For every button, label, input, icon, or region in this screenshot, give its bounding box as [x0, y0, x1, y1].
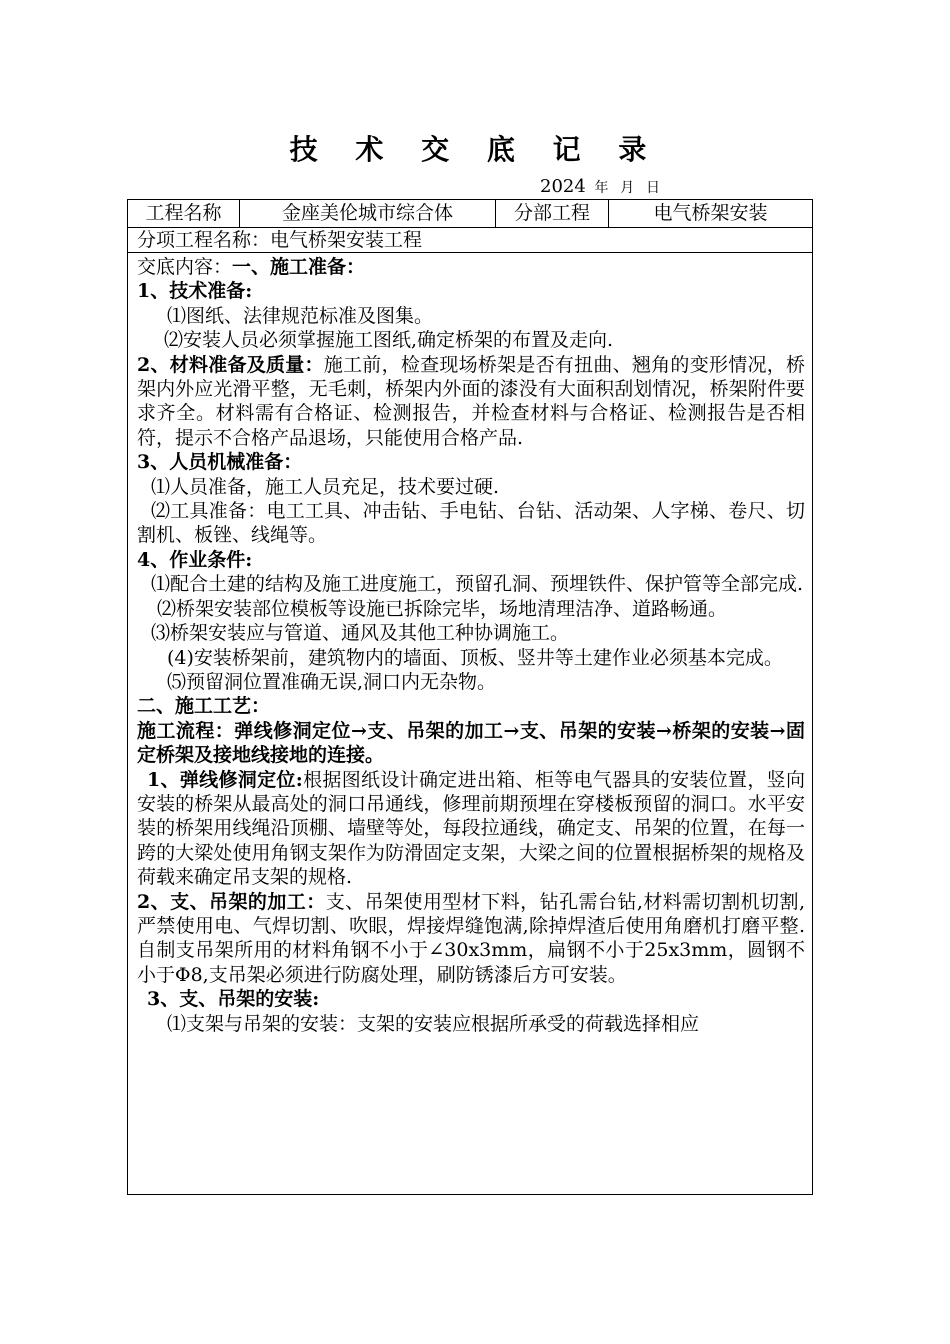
layout-heading: 1、弹线修洞定位: — [147, 768, 303, 791]
work-conditions-heading: 4、作业条件: — [137, 548, 253, 571]
date-year: 2024 — [540, 176, 586, 197]
work-condition-4: (4)安装桥架前，建筑物内的墙面、顶板、竖井等土建作业必须基本完成。 — [167, 646, 783, 669]
support-fabrication-heading: 2、支、吊架的加工： — [137, 890, 326, 913]
support-install-item-1: ⑴支架与吊架的安装：支架的安装应根据所承受的荷载选择相应 — [167, 1012, 700, 1035]
construction-flow: 施工流程：弹线修洞定位→支、吊架的加工→支、吊架的安装→桥架的安装→固定桥架及接地线接地的连接。 — [137, 719, 805, 767]
record-table — [127, 199, 813, 1195]
material-prep-paragraph: 2、材料准备及质量：施工前，检查现场桥架是否有扭曲、翘角的变形情况，桥架内外应光滑平整，无毛刺，桥架内外面的漆没有大面积刮划情况，桥架附件要求齐全。材料需有合格证、检测报告，并检查材料与合格证、检测报告是否相符，提示不合格产品退场，只能使用合格产品. — [137, 353, 805, 449]
section-1-title: 一、施工准备： — [232, 256, 366, 278]
subitem-row: 分项工程名称：电气桥架安装工程 — [128, 228, 812, 253]
date-year-char: 年 — [594, 180, 609, 196]
staff-prep-item-1: ⑴人员准备，施工人员充足，技术要过硬. — [151, 475, 500, 498]
layout-paragraph: 1、弹线修洞定位:根据图纸设计确定进出箱、柜等电气器具的安装位置，竖向安装的桥架从最高处的洞口吊通线，修理前期预埋在穿楼板预留的洞口。水平安装的桥架用线绳沿顶棚、墙壁等处，每段拉通线，确定支、吊架的位置，在每一跨的大梁处使用角钢支架作为防滑固定支架，大梁之间的位置根据桥架的规格及荷载来确定吊支架的规格. — [137, 768, 805, 889]
work-condition-5: ⑸预留洞位置准确无误,洞口内无杂物。 — [167, 670, 497, 693]
support-install-heading: 3、支、吊架的安装: — [147, 988, 320, 1011]
work-condition-3: ⑶桥架安装应与管道、通风及其他工种协调施工。 — [151, 622, 570, 645]
tech-prep-heading: 1、技术准备: — [137, 280, 253, 303]
staff-prep-item-2: ⑵工具准备：电工工具、冲击钻、手电钻、台钻、活动架、人字梯、卷尺、切割机、板锉、线绳等。 — [137, 500, 805, 547]
section-2-title: 二、施工工艺： — [137, 695, 271, 718]
content-intro: 交底内容：一、施工准备： — [137, 256, 366, 278]
support-fabrication-paragraph: 2、支、吊架的加工：支、吊架使用型材下料，钻孔需台钻,材料需切割机切割,严禁使用电、气焊切割、吹眼，焊接焊缝饱满,除掉焊渣后使用角磨机打磨平整.自制支吊架所用的材料角钢不小于∠30x3mm，扁钢不小于25x3mm，圆钢不小于Φ8,支吊架必须进行防腐处理，刷防锈漆后方可安装。 — [137, 890, 805, 986]
division-value: 电气桥架安装 — [653, 202, 768, 224]
project-name-label: 工程名称 — [128, 200, 240, 227]
division-label: 分部工程 — [496, 200, 609, 227]
header-row — [128, 200, 812, 228]
date-month-char: 月 — [620, 180, 635, 196]
date-line — [540, 176, 663, 199]
tech-prep-item-2: ⑵安装人员必须掌握施工图纸,确定桥架的布置及走向. — [164, 329, 614, 352]
document-title: 技 术 交 底 记 录 — [289, 133, 661, 166]
work-condition-2: ⑵桥架安装部位模板等设施已拆除完毕，场地清理洁净、道路畅通。 — [157, 597, 728, 620]
disclosure-content — [137, 255, 805, 1036]
date-day-char: 日 — [646, 180, 661, 196]
tech-prep-item-1: ⑴图纸、法律规范标准及图集。 — [167, 304, 434, 327]
work-condition-1: ⑴配合土建的结构及施工进度施工，预留孔洞、预埋铁件、保护管等全部完成. — [151, 573, 804, 596]
project-name-value: 金座美伦城市综合体 — [240, 200, 496, 227]
material-prep-heading: 2、材料准备及质量： — [137, 353, 324, 376]
staff-prep-heading: 3、人员机械准备： — [137, 451, 303, 474]
